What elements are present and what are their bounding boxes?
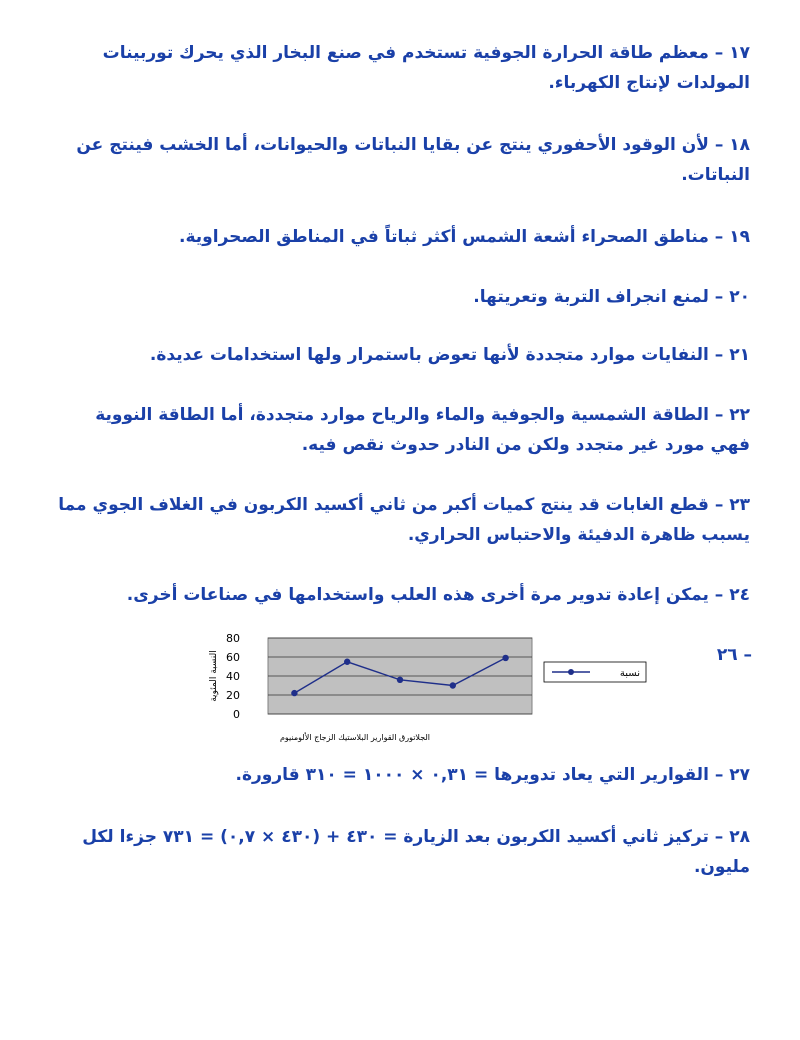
legend: [544, 662, 646, 682]
data-point-الزجاج: [450, 682, 456, 688]
answer-26-label: – ٢٦: [716, 645, 752, 665]
answer-27: ٢٧ – القوارير التي يعاد تدويرها = ٠,٣١ × ١٠٠٠ = ٣١٠ قارورة.: [235, 765, 750, 785]
answer-18: ١٨ – لأن الوقود الأحفوري ينتج عن بقايا النباتات والحيوانات، أما الخشب فينتج عن النباتات.: [76, 135, 750, 185]
answer-19: ١٩ – مناطق الصحراء أشعة الشمس أكثر ثباتاً في المناطق الصحراوية.: [179, 227, 750, 247]
answer-20: ٢٠ – لمنع انجراف التربة وتعريتها.: [473, 287, 750, 307]
data-point-البلاستيك: [397, 677, 403, 683]
recycling-chart: [180, 628, 660, 753]
chart-svg: [180, 628, 660, 753]
answer-28: ٢٨ – تركيز ثاني أكسيد الكربون بعد الزيارة = ٤٣٠ + (٤٣٠ × ٠,٧) = ٧٣١ جزءا لكل مليون.: [82, 827, 750, 877]
legend-label: نسبة: [619, 668, 640, 679]
y-tick-20: 20: [226, 689, 240, 702]
answer-24: ٢٤ – يمكن إعادة تدوير مرة أخرى هذه العلب واستخدامها في صناعات أخرى.: [126, 585, 750, 605]
answer-17: ١٧ – معظم طاقة الحرارة الجوفية تستخدم في صنع البخار الذي يحرك توربينات المولدات لإنتاج الكهرباء.: [102, 43, 750, 93]
y-tick-40: 40: [226, 670, 240, 683]
y-tick-80: 80: [226, 632, 240, 645]
data-point-القوارير: [344, 659, 350, 665]
answer-21: ٢١ – النفايات موارد متجددة لأنها تعوض باستمرار ولها استخدامات عديدة.: [149, 345, 750, 365]
y-tick-60: 60: [226, 651, 240, 664]
answer-22: ٢٢ – الطاقة الشمسية والجوفية والماء والرياح موارد متجددة، أما الطاقة النووية فهي مورد غير متجدد ولكن من النادر حدوث نقص فيه.: [95, 405, 750, 455]
legend-marker: [568, 669, 574, 675]
answer-23: ٢٣ – قطع الغابات قد ينتج كميات أكبر من ثاني أكسيد الكربون في الغلاف الجوي مما يسبب ظاهرة الدفيئة والاحتباس الحراري.: [58, 495, 750, 545]
y-tick-0: 0: [233, 708, 240, 721]
data-point-الألومنيوم: [502, 655, 508, 661]
y-axis-ticks: [226, 632, 240, 721]
x-axis-tick-labels: الجلاتورق القوارير البلاستيك الزجاج الألومنيوم: [279, 733, 431, 742]
data-point-الجلاتورق: [291, 690, 297, 696]
y-axis-label: النسبة المئوية: [209, 650, 219, 702]
